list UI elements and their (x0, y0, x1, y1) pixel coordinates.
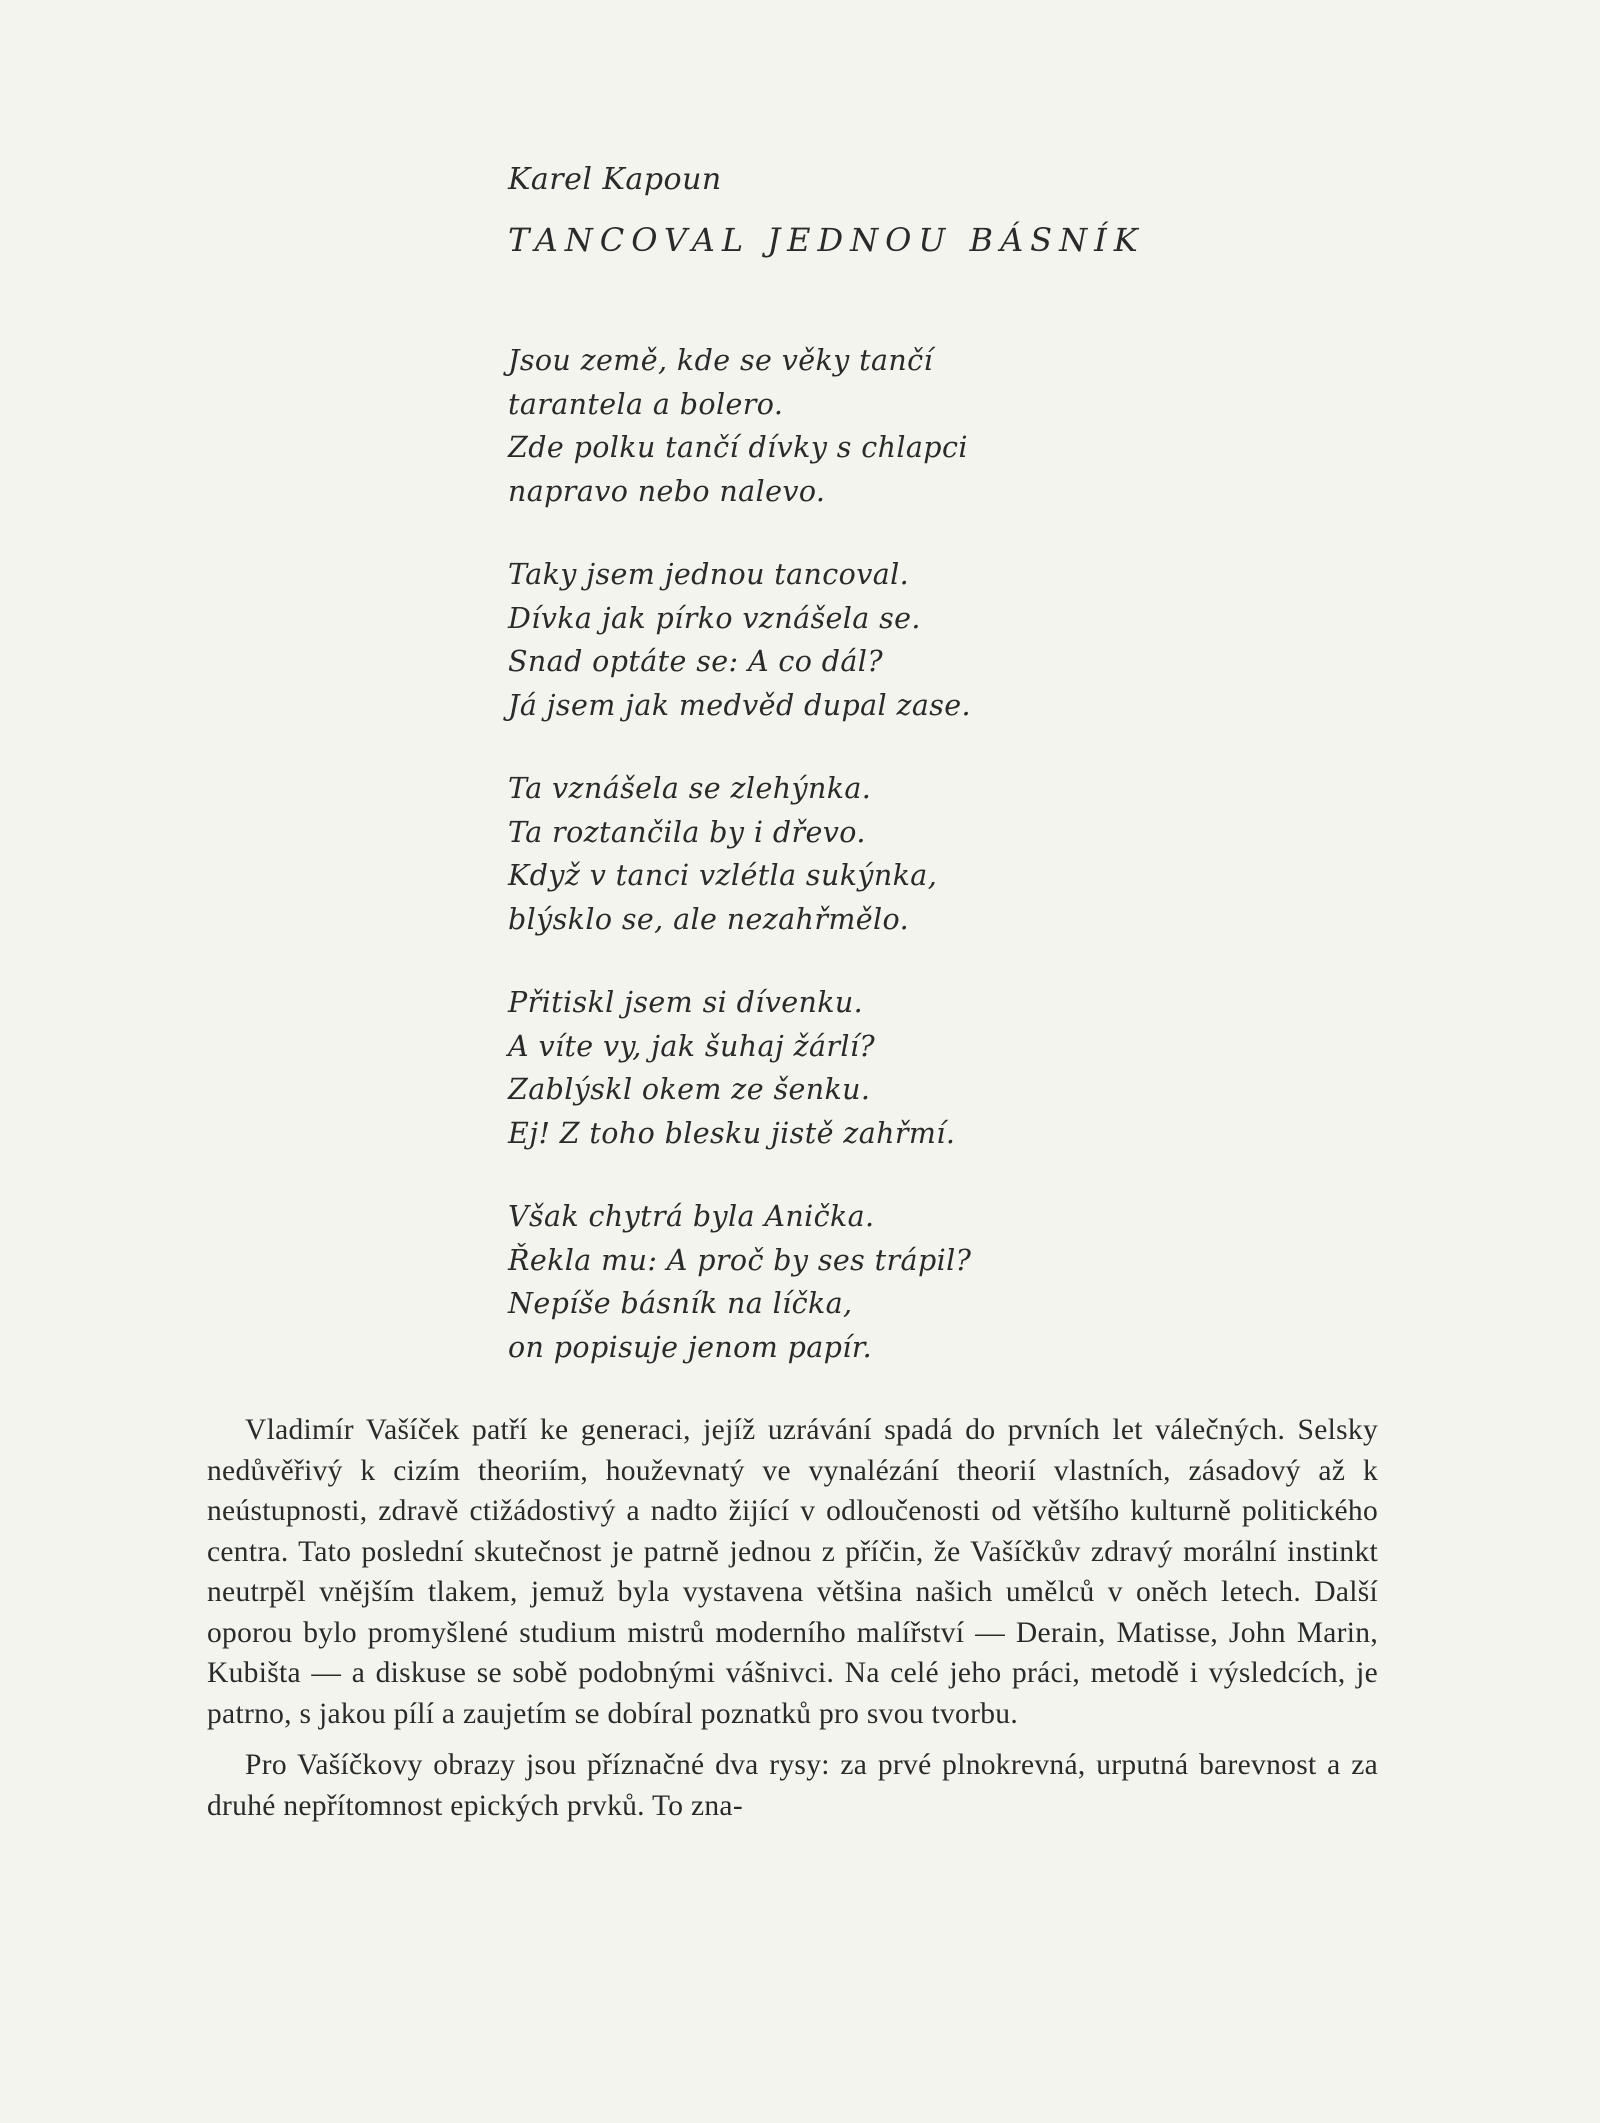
poem-author: Karel Kapoun (508, 162, 722, 197)
stanza (508, 767, 1268, 941)
stanza (508, 339, 1268, 513)
poem-body (508, 339, 1268, 1369)
paragraph: Pro Vašíčkovy obrazy jsou příznačné dva rysy: za prvé plnokrevná, urputná barevnost a za druhé nepřítomnost epických prvků. To zna- (207, 1749, 1378, 1822)
poem-line: blýsklo se, ale nezahřmělo. (508, 902, 910, 936)
poem-line: Zde polku tančí dívky s chlapci (508, 431, 968, 464)
stanza (508, 981, 1268, 1155)
poem-line: Snad optáte se: A co dál? (508, 645, 884, 678)
poem-line: Zablýskl okem ze šenku. (508, 1073, 871, 1106)
poem-line: Ta roztančila by i dřevo. (508, 815, 866, 849)
poem-line: Ej! Z toho blesku jistě zahřmí. (508, 1116, 956, 1150)
poem-line: A víte vy, jak šuhaj žárlí? (508, 1029, 876, 1063)
poem-line: Taky jsem jednou tancoval. (508, 558, 910, 591)
stanza (508, 553, 1268, 727)
poem-line: Řekla mu: A proč by ses trápil? (508, 1243, 972, 1277)
poem-line: Jsou země, kde se věky tančí (508, 344, 933, 377)
poem-line: Dívka jak pírko vznášela se. (508, 601, 921, 635)
poem-line: Však chytrá byla Anička. (508, 1200, 875, 1233)
poem-line: napravo nebo nalevo. (508, 474, 826, 508)
poem-line: Když v tanci vzlétla sukýnka, (508, 859, 938, 892)
paragraph: Vladimír Vašíček patří ke generaci, jejíž uzrávání spadá do prvních let válečných. Selsky nedůvěřivý k cizím theoriím, houževnatý ve vynalézání theorií vlastních, zásadový až k neústupnosti, zdravě ctižádostivý a nadto žijící v odloučenosti od většího kulturně politického centra. Tato poslední skutečnost je patrně jednou z příčin, že Vašíčkův zdravý morální instinkt neutrpěl vnějším tlakem, jemuž byla vystavena většina našich umělců v oněch letech. Další oporou bylo promyšlené studium mistrů moderního malířství — Derain, Matisse, John Marin, Kubišta — a diskuse se sobě podobnými vášnivci. Na celé jeho práci, metodě i výsledcích, je patrno, s jakou pílí a zaujetím se dobíral poznatků pro svou tvorbu. (207, 1414, 1378, 1730)
poem-title: TANCOVAL JEDNOU BÁSNÍK (508, 221, 1145, 259)
poem-line: tarantela a bolero. (508, 387, 784, 421)
stanza (508, 1195, 1268, 1369)
poem-line: Ta vznášela se zlehýnka. (508, 772, 872, 805)
poem (508, 150, 1268, 1409)
essay-text (207, 1410, 1378, 1837)
poem-line: Nepíše básník na líčka, (508, 1287, 853, 1320)
poem-line: Já jsem jak medvěd dupal zase. (508, 688, 972, 722)
poem-line: Přitiskl jsem si dívenku. (508, 986, 864, 1019)
poem-line: on popisuje jenom papír. (508, 1330, 873, 1364)
